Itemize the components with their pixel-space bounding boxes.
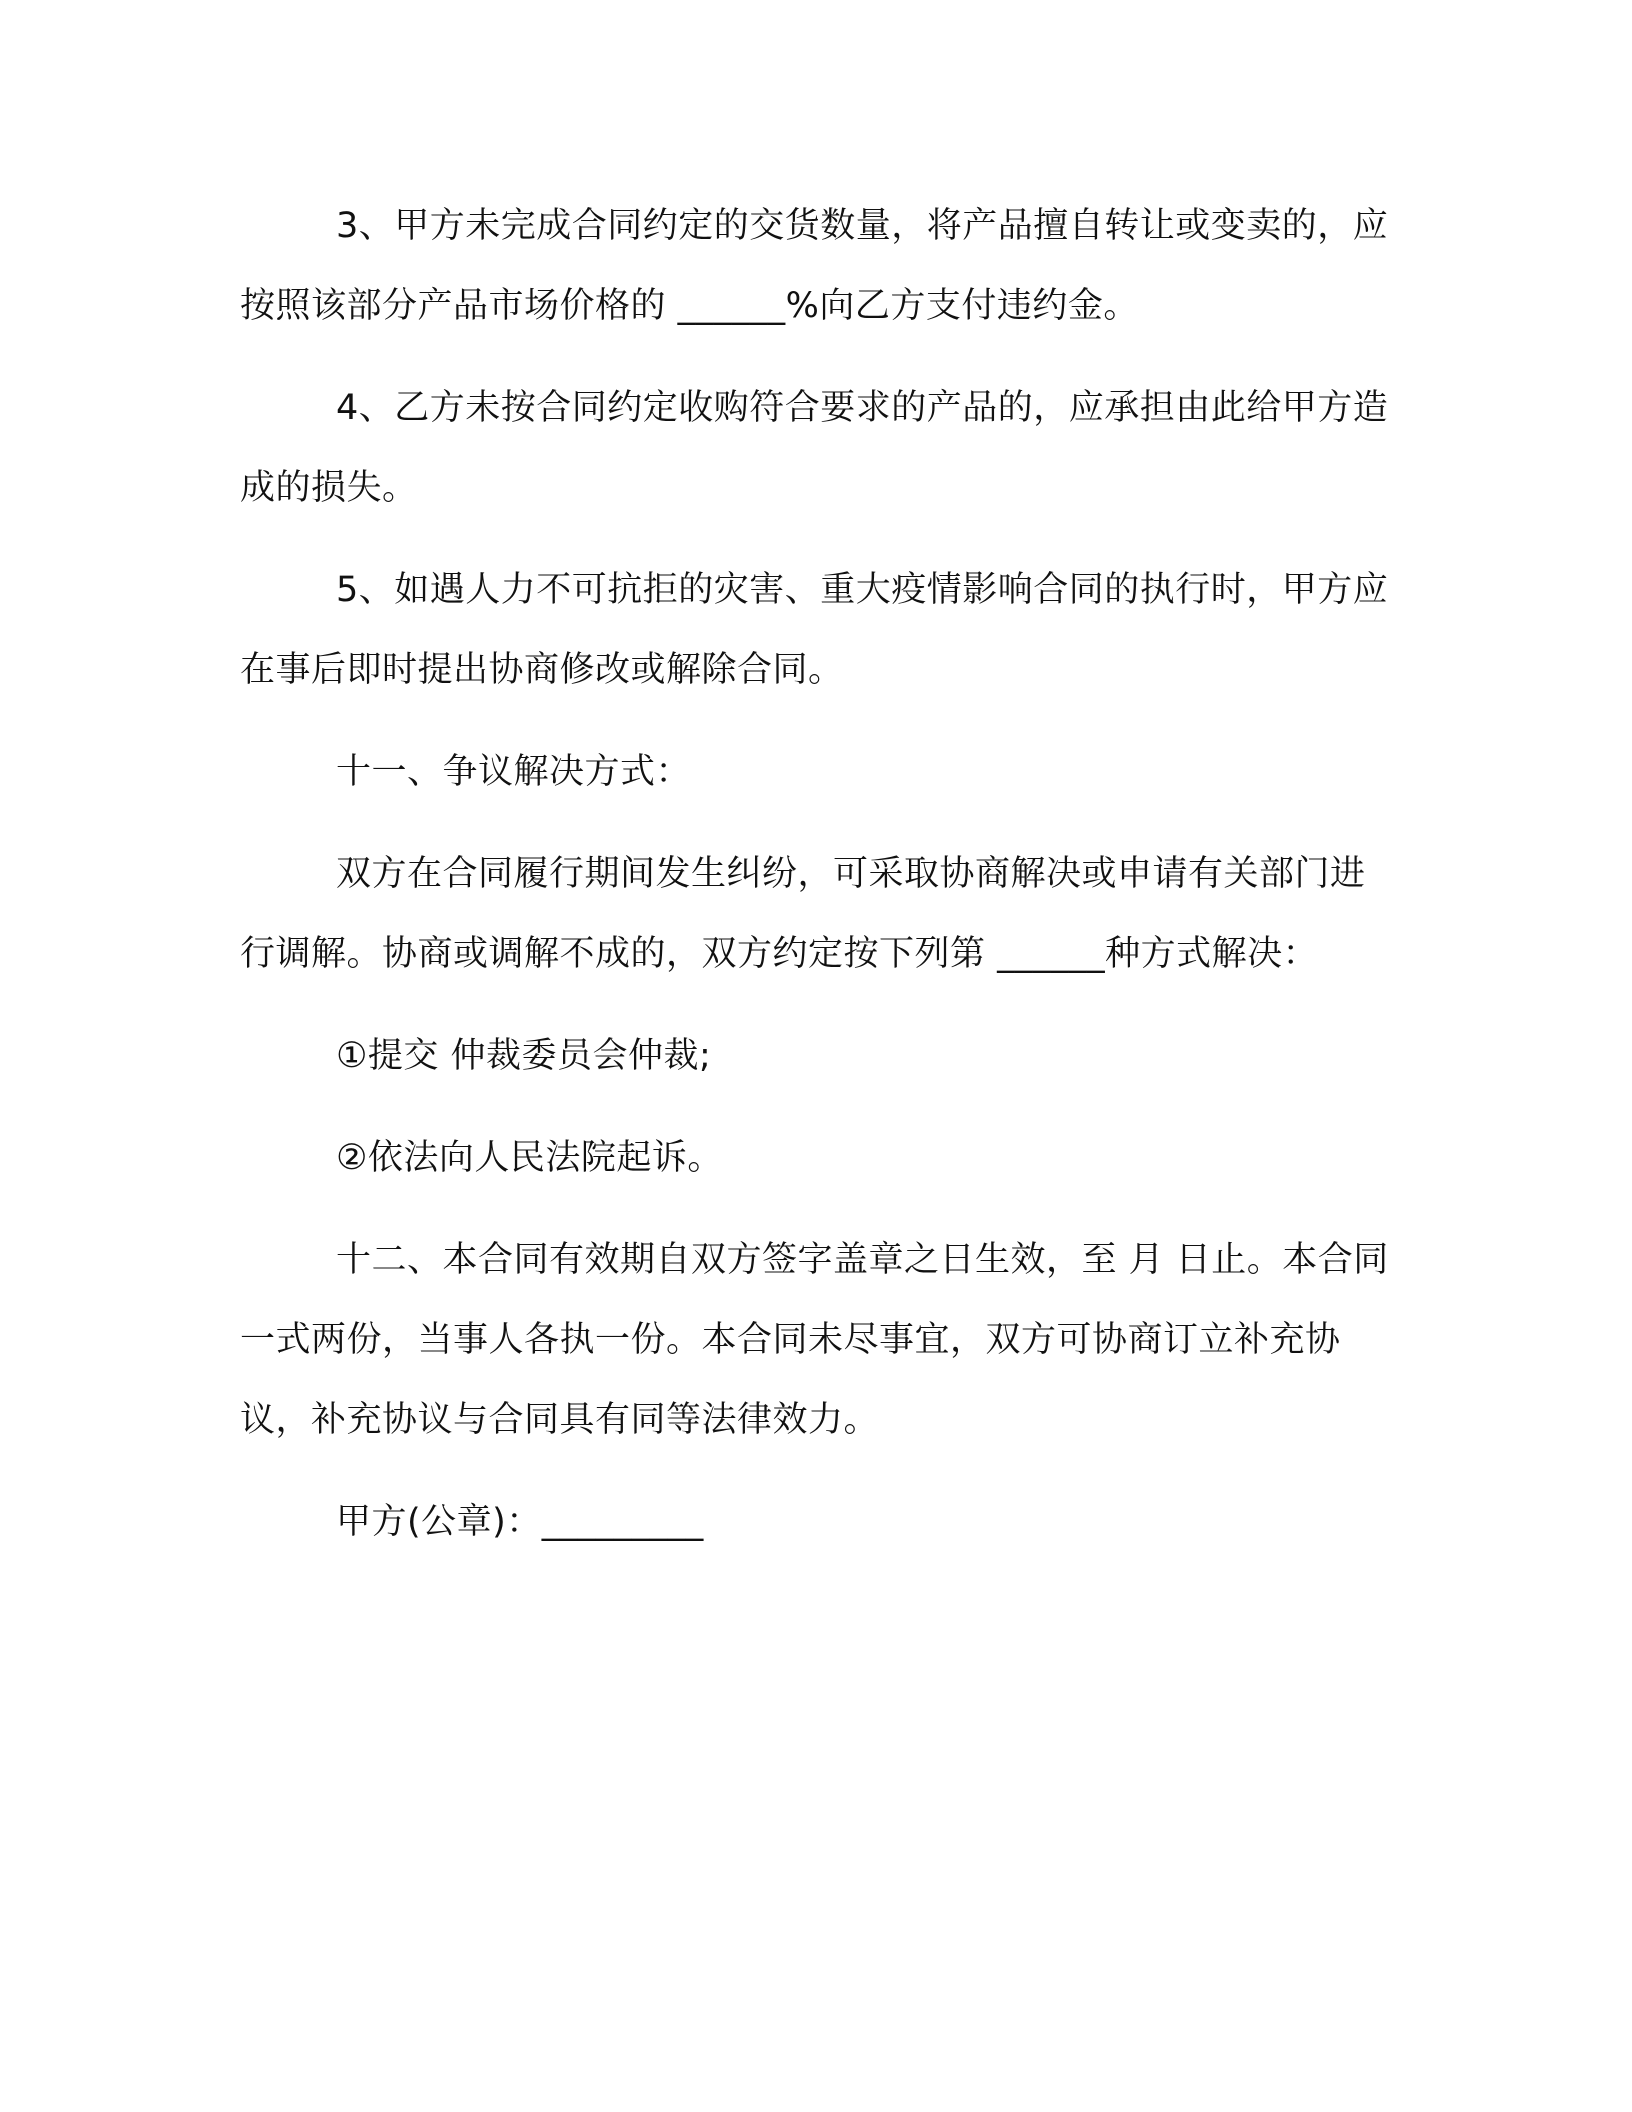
clause-5-force-majeure: 5、如遇人力不可抗拒的灾害、重大疫情影响合同的执行时，甲方应在事后即时提出协商修改或解除合同。 (240, 570, 1389, 690)
document-body (240, 186, 1400, 1584)
option-arbitration: ①提交 仲裁委员会仲裁; (336, 1036, 712, 1076)
section-12-validity: 十二、本合同有效期自双方签字盖章之日生效，至 月 日止。本合同一式两份，当事人各执一份。本合同未尽事宜，双方可协商订立补充协议，补充协议与合同具有同等法律效力。 (240, 1240, 1389, 1440)
section-11-heading: 十一、争议解决方式： (336, 752, 692, 792)
option-litigation: ②依法向人民法院起诉。 (336, 1138, 723, 1178)
clause-3-breach-transfer: 3、甲方未完成合同约定的交货数量，将产品擅自转让或变卖的，应按照该部分产品市场价格的 ______%向乙方支付违约金。 (240, 206, 1389, 326)
party-a-seal-line: 甲方(公章)：_________ (336, 1502, 704, 1542)
dispute-resolution-text: 双方在合同履行期间发生纠纷，可采取协商解决或申请有关部门进行调解。协商或调解不成的，双方约定按下列第 ______种方式解决： (240, 854, 1366, 974)
clause-4-buyer-loss: 4、乙方未按合同约定收购符合要求的产品的，应承担由此给甲方造成的损失。 (240, 388, 1389, 508)
